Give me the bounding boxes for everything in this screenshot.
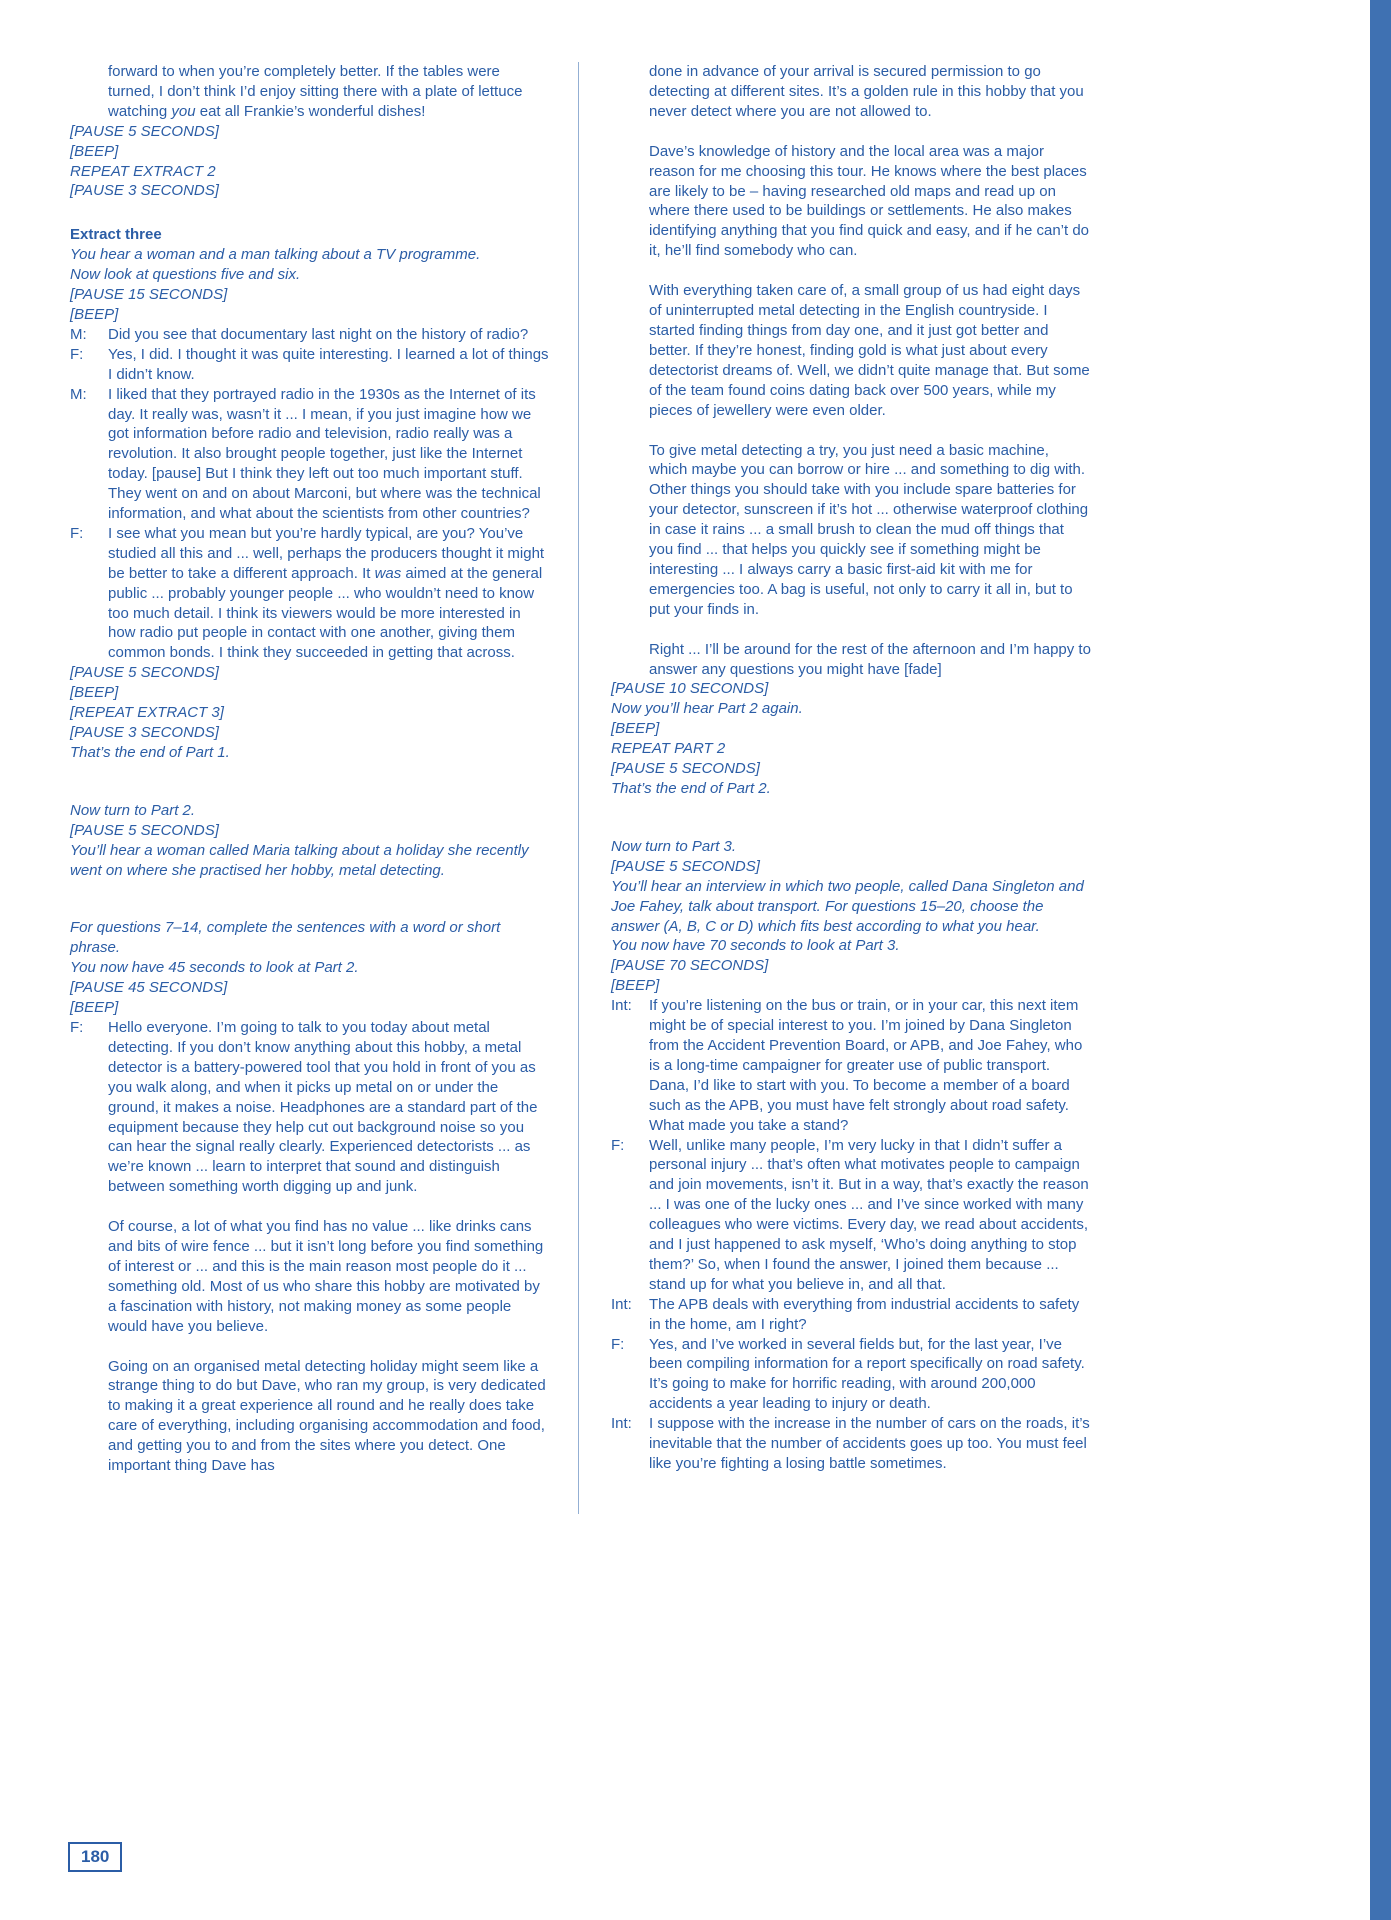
- dialogue-text: If you’re listening on the bus or train, or in your car, this next item might be of special interest to you. I’m joined by Dana Singleton from the Accident Prevention Board, or APB, and Joe Fahey, who is a long-time campaigner for greater use of public transport. Dana, I’d like to start with you. To become a member of a board such as the APB, you must have felt strongly about road safety. What made you take a stand?: [649, 997, 1083, 1134]
- speaker-label: F:: [70, 524, 84, 542]
- dialogue-text: I see what you mean but you’re hardly typical, are you? You’ve studied all this and ... well, perhaps the producers thought it might be better to take a different approach. It was aimed at the general public ... probably younger people ... who wouldn’t need to know too much detail. I think its viewers would be more interested in how radio put people in contact with one another, giving them common bonds. I think they succeeded in getting that across.: [108, 524, 545, 662]
- stage-direction: You’ll hear a woman called Maria talking about a holiday she recently went on where she practised her hobby, metal detecting.: [70, 841, 529, 879]
- dialogue-turn: [70, 1018, 550, 1197]
- paragraph-gap: [611, 620, 1091, 640]
- dialogue-turn: [70, 345, 550, 385]
- dialogue-text: I liked that they portrayed radio in the 1930s as the Internet of its day. It really was, wasn’t it ... I mean, if you just imagine how we got information before radio and television, radio really was a revolution. It also brought people together, just like the Internet today. [pause] But I think they left out too much important stuff. They went on and on about Marconi, but where was the technical information, and what about the scientists from other countries?: [108, 385, 541, 523]
- paragraph-gap: [611, 122, 1091, 142]
- stage-direction: Now you’ll hear Part 2 again.: [611, 700, 803, 718]
- speaker-label: F:: [611, 1335, 625, 1353]
- paragraph-gap: [611, 261, 1091, 281]
- paragraph-gap: [611, 421, 1091, 441]
- stage-direction: [PAUSE 3 SECONDS]: [70, 724, 219, 741]
- stage-direction: [PAUSE 5 SECONDS]: [611, 857, 760, 875]
- stage-direction: REPEAT EXTRACT 2: [70, 162, 216, 180]
- paragraph: Going on an organised metal detecting holiday might seem like a strange thing to do but Dave, who ran my group, is very dedicated to making it a great experience all round and he really does take care of everything, including organising accommodation and food, and getting you to and from the sites where you detect. One important thing Dave has: [108, 1357, 546, 1475]
- paragraph: Of course, a lot of what you find has no value ... like drinks cans and bits of wire fence ... but it isn’t long before you find something of interest or ... and this is the main reason most people do it ... something old. Most of us who share this hobby are motivated by a fascination with history, not making money as some people would have you believe.: [108, 1218, 544, 1335]
- stage-direction: [PAUSE 10 SECONDS]: [611, 680, 769, 698]
- dialogue-text: I suppose with the increase in the number of cars on the roads, it’s inevitable that the number of accidents goes up too. You must feel like you’re fighting a losing battle sometimes.: [649, 1415, 1090, 1472]
- stage-direction: You now have 70 seconds to look at Part 3.: [611, 937, 900, 955]
- dialogue-text: The APB deals with everything from industrial accidents to safety in the home, am I right?: [649, 1295, 1080, 1333]
- dialogue-turn: [611, 1335, 1091, 1415]
- stage-direction: Now turn to Part 2.: [70, 801, 196, 819]
- stage-direction: [PAUSE 70 SECONDS]: [611, 957, 769, 975]
- speaker-label: Int:: [611, 1415, 632, 1433]
- dialogue-text: Did you see that documentary last night on the history of radio?: [108, 325, 529, 343]
- paragraph: forward to when you’re completely better. If the tables were turned, I don’t think I’d enjoy sitting there with a plate of lettuce watching you eat all Frankie’s wonderful dishes!: [108, 63, 523, 120]
- paragraph-gap: [70, 1197, 550, 1217]
- paragraph-gap: [611, 799, 1091, 837]
- dialogue-text: Well, unlike many people, I’m very lucky in that I didn’t suffer a personal injury ... that’s often what motivates people to campaign and join movements, isn’t it. But in a way, that’s exactly the reason ... I was one of the lucky ones ... and I’ve since worked with many colleagues who were victims. Every day, we read about accidents, and I just happened to ask myself, ‘Who’s doing anything to stop them?’ So, when I found the answer, I joined them because ... stand up for what you believe in, and all that.: [649, 1136, 1089, 1293]
- paragraph-gap: [70, 201, 550, 225]
- dialogue-turn: [70, 524, 550, 663]
- stage-direction: That’s the end of Part 1.: [70, 743, 230, 761]
- stage-direction: Now turn to Part 3.: [611, 837, 737, 855]
- dialogue-turn: [611, 1414, 1091, 1474]
- stage-direction: [BEEP]: [611, 720, 660, 738]
- stage-direction: [PAUSE 15 SECONDS]: [70, 286, 228, 304]
- stage-direction: REPEAT PART 2: [611, 740, 726, 758]
- dialogue-text: Yes, and I’ve worked in several fields but, for the last year, I’ve been compiling information for a report specifically on road safety. It’s going to make for horrific reading, with around 200,000 accidents a year leading to injury or death.: [649, 1335, 1085, 1413]
- paragraph-gap: [70, 763, 550, 801]
- stage-direction: [PAUSE 3 SECONDS]: [70, 182, 219, 200]
- stage-direction: You now have 45 seconds to look at Part 2.: [70, 959, 359, 977]
- stage-direction: [PAUSE 5 SECONDS]: [70, 821, 219, 839]
- stage-direction: [REPEAT EXTRACT 3]: [70, 704, 224, 722]
- stage-direction: [BEEP]: [70, 142, 119, 160]
- stage-direction: [BEEP]: [70, 684, 119, 702]
- dialogue-text: Hello everyone. I’m going to talk to you today about metal detecting. If you don’t know anything about this hobby, a metal detector is a battery-powered tool that you hold in front of you as you walk along, and when it picks up metal on or under the ground, it makes a noise. Headphones are a standard part of the equipment because they help cut out background noise so you can hear the signal really clearly. Experienced detectorists ... as we’re known ... learn to interpret that sound and distinguish between something worth digging up and junk.: [108, 1018, 538, 1196]
- dialogue-turn: [611, 1136, 1091, 1295]
- dialogue-turn: [70, 385, 550, 524]
- stage-direction: Now look at questions five and six.: [70, 266, 301, 284]
- speaker-label: M:: [70, 325, 87, 343]
- stage-direction: [BEEP]: [611, 977, 660, 995]
- stage-direction: [PAUSE 45 SECONDS]: [70, 979, 228, 997]
- speaker-label: F:: [70, 345, 84, 363]
- stage-direction: [PAUSE 5 SECONDS]: [611, 760, 760, 778]
- stage-direction: [BEEP]: [70, 305, 119, 323]
- speaker-label: M:: [70, 385, 87, 403]
- page-number: 180: [68, 1842, 122, 1872]
- column-divider: [578, 62, 579, 1514]
- paragraph: done in advance of your arrival is secured permission to go detecting at different sites. It’s a golden rule in this hobby that you never detect where you are not allowed to.: [649, 63, 1084, 120]
- section-heading: Extract three: [70, 226, 162, 244]
- dialogue-turn: [70, 325, 550, 345]
- speaker-label: F:: [611, 1136, 625, 1154]
- paragraph: With everything taken care of, a small group of us had eight days of uninterrupted metal detecting in the English countryside. I started finding things from day one, and it just got better and better. If they’re honest, finding gold is what just about every detectorist dreams of. Well, we didn’t quite manage that. But some of the team found coins dating back over 500 years, while my pieces of jewellery were even older.: [649, 282, 1090, 419]
- stage-direction: That’s the end of Part 2.: [611, 780, 771, 797]
- stage-direction: [PAUSE 5 SECONDS]: [70, 122, 219, 140]
- stage-direction: [PAUSE 5 SECONDS]: [70, 664, 219, 682]
- paragraph-gap: [70, 880, 550, 918]
- speaker-label: Int:: [611, 1295, 632, 1313]
- speaker-label: F:: [70, 1018, 84, 1036]
- edge-tab-bar: [1370, 0, 1391, 1920]
- left-column: [70, 62, 550, 1476]
- dialogue-turn: [611, 996, 1091, 1135]
- speaker-label: Int:: [611, 997, 632, 1015]
- paragraph: Dave’s knowledge of history and the local area was a major reason for me choosing this tour. He knows where the best places are likely to be – having researched old maps and read up on where there used to be buildings or settlements. He also makes identifying anything that you find quick and easy, and if he can’t do it, he’ll find somebody who can.: [649, 142, 1090, 260]
- dialogue-text: Yes, I did. I thought it was quite interesting. I learned a lot of things I didn’t know.: [108, 345, 549, 383]
- paragraph-gap: [70, 1337, 550, 1357]
- right-column: [611, 62, 1091, 1474]
- stage-direction: You hear a woman and a man talking about a TV programme.: [70, 246, 481, 264]
- paragraph: To give metal detecting a try, you just need a basic machine, which maybe you can borrow or hire ... and something to dig with. Other things you should take with you include spare batteries for your detector, sunscreen if it’s hot ... otherwise waterproof clothing in case it rains ... a small brush to clean the mud off things that you find ... that helps you quickly see if something might be interesting ... I always carry a basic first-aid kit with me for emergencies too. A bag is useful, not only to carry it all in, but to put your finds in.: [649, 441, 1089, 618]
- dialogue-turn: [611, 1295, 1091, 1335]
- stage-direction: [BEEP]: [70, 999, 119, 1017]
- stage-direction: For questions 7–14, complete the sentences with a word or short phrase.: [70, 919, 501, 957]
- stage-direction: You’ll hear an interview in which two people, called Dana Singleton and Joe Fahey, talk about transport. For questions 15–20, choose the answer (A, B, C or D) which fits best according to what you hear.: [611, 877, 1084, 935]
- paragraph: Right ... I’ll be around for the rest of the afternoon and I’m happy to answer any questions you might have [fade]: [649, 640, 1091, 678]
